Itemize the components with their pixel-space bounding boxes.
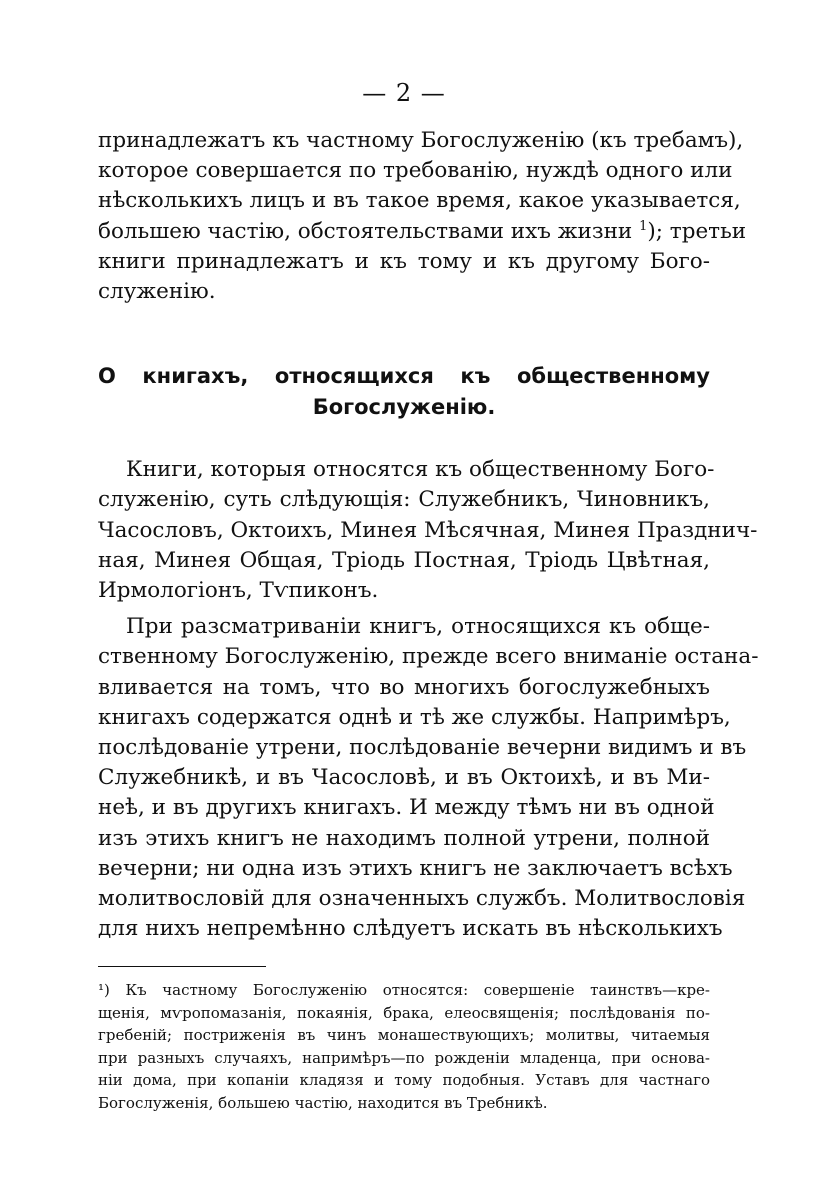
text-line: которое совершается по требованію, нуждѣ одного или bbox=[98, 158, 733, 184]
text-line: Часословъ, Октоихъ, Минея Мѣсячная, Минея Празднич- bbox=[98, 517, 758, 543]
text-line: Служебникѣ, и въ Часословѣ, и въ Октоихѣ, и въ Ми- bbox=[98, 765, 710, 791]
text-line: неѣ, и въ другихъ книгахъ. И между тѣмъ ни въ одной bbox=[98, 795, 715, 821]
text-line: книги принадлежатъ и къ тому и къ другому Бого- bbox=[98, 248, 710, 274]
section-heading bbox=[98, 361, 710, 423]
heading-line: Богослуженію. bbox=[312, 395, 496, 420]
footnote-divider bbox=[98, 966, 266, 967]
footnote-line: ніи дома, при копаніи кладязя и тому подобныя. Уставъ для частнаго bbox=[98, 1071, 710, 1090]
paragraph-book-list bbox=[98, 455, 758, 606]
text-line: послѣдованіе утрени, послѣдованіе вечерни видимъ и въ bbox=[98, 735, 747, 761]
footnote-line: гребеній; постриженія въ чинъ монашествующихъ; молитвы, читаемыя bbox=[98, 1026, 710, 1045]
text-line: для нихъ непремѣнно слѣдуетъ искать въ нѣсколькихъ bbox=[98, 916, 723, 942]
footnote-line: при разныхъ случаяхъ, напримѣръ—по рожденіи младенца, при основа- bbox=[98, 1048, 710, 1067]
text-line: служенію. bbox=[98, 279, 216, 305]
paragraph-services bbox=[98, 612, 759, 944]
text-line: вечерни; ни одна изъ этихъ книгъ не заключаетъ всѣхъ bbox=[98, 855, 733, 881]
text-line: молитвословій для означенныхъ службъ. Молитвословія bbox=[98, 886, 746, 912]
text-line: служенію, суть слѣдующія: Служебникъ, Чиновникъ, bbox=[98, 487, 710, 513]
text-line: ная, Минея Общая, Тріодь Постная, Тріодь Цвѣтная, bbox=[98, 547, 710, 573]
text-line: нѣсколькихъ лицъ и въ такое время, какое указывается, bbox=[98, 188, 741, 214]
text-fragment: ); третьи bbox=[647, 218, 747, 244]
book-page bbox=[98, 78, 759, 1114]
text-line: книгахъ содержатся однѣ и тѣ же службы. Напримѣръ, bbox=[98, 704, 731, 730]
footnote-line: щенія, мѵропомазанія, покаянія, брака, елеосвященія; послѣдованія по- bbox=[98, 1003, 710, 1022]
text-line: вливается на томъ, что во многихъ богослужебныхъ bbox=[98, 674, 710, 700]
text-line: Книги, которыя относятся къ общественному Бого- bbox=[126, 457, 715, 483]
footnote-reference: 1 bbox=[639, 218, 648, 234]
intro-paragraph bbox=[98, 126, 747, 307]
footnote bbox=[98, 979, 710, 1114]
footnote-text: Къ частному Богослуженію относятся: совершеніе таинствъ—кре- bbox=[125, 981, 710, 1000]
text-line: принадлежатъ къ частному Богослуженію (къ требамъ), bbox=[98, 128, 744, 153]
text-line: Ирмологіонъ, Тѵпиконъ. bbox=[98, 578, 379, 604]
text-fragment: большею частію, обстоятельствами ихъ жизни bbox=[98, 218, 633, 244]
footnote-line: Богослуженія, большею частію, находится въ Требникѣ. bbox=[98, 1093, 548, 1112]
footnote-line bbox=[98, 979, 710, 1002]
text-line bbox=[98, 217, 747, 247]
footnote-marker: ¹) bbox=[98, 981, 110, 1000]
heading-line: О книгахъ, относящихся къ общественному bbox=[98, 364, 710, 389]
text-line: ственному Богослуженію, прежде всего вниманіе остана- bbox=[98, 644, 759, 670]
text-line: При разсматриваніи книгъ, относящихся къ обще- bbox=[126, 614, 710, 640]
text-line: изъ этихъ книгъ не находимъ полной утрени, полной bbox=[98, 825, 710, 851]
page-number: — 2 — bbox=[362, 79, 446, 107]
